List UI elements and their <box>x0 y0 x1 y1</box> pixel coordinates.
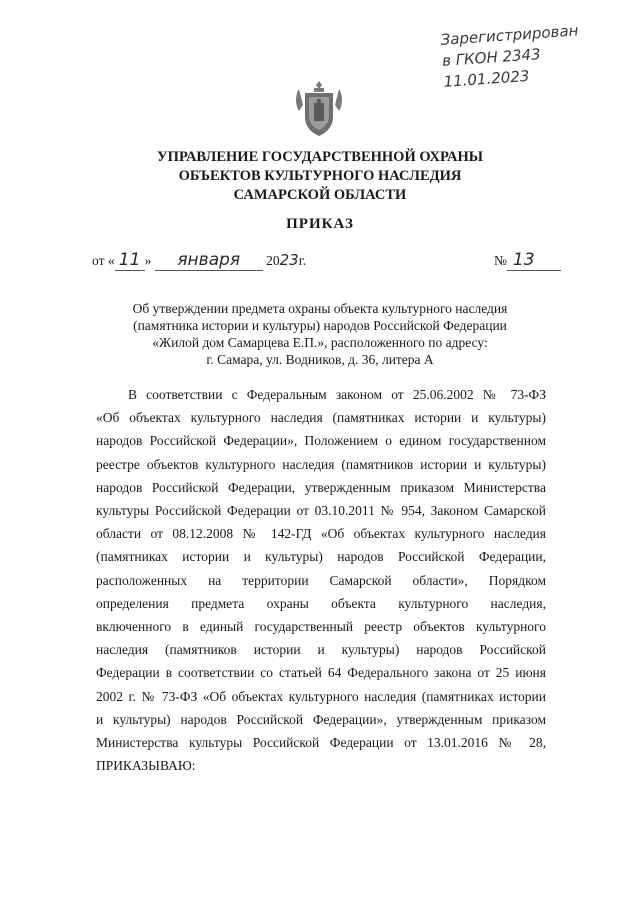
body-line: наследия (памятников истории и культуры) народов Российской <box>96 642 546 658</box>
date-year-prefix: 20 <box>266 253 280 268</box>
agency-name <box>0 148 640 205</box>
number-prefix: № <box>494 253 507 268</box>
body-line: 2002 г. № 73-ФЗ «Об объектах культурного наследия (памятниках истории <box>96 688 546 704</box>
body-line: и культуры) народов Российской Федерации», утвержденным приказом <box>96 711 546 727</box>
agency-name-line: УПРАВЛЕНИЕ ГОСУДАРСТВЕННОЙ ОХРАНЫ <box>157 149 483 165</box>
date-mid: » <box>144 253 152 268</box>
body-line: культуры Российской Федерации от 03.10.2011 № 954, Законом Самарской <box>96 503 546 519</box>
date-year-end: г. <box>298 253 307 268</box>
registration-note-line: в ГКОН 2343 <box>441 45 542 70</box>
body-line: «Об объектах культурного наследия (памятниках истории и культуры) <box>96 410 546 426</box>
agency-name-line: САМАРСКОЙ ОБЛАСТИ <box>233 187 407 203</box>
body-line: (памятниках истории и культуры) народов Российской Федерации, <box>96 549 546 565</box>
date-month-handwritten: января <box>155 250 263 271</box>
body-line: включенного в единый государственный реестр объектов культурного <box>96 619 546 635</box>
registration-note-line: 11.01.2023 <box>442 66 530 91</box>
body-line: Министерства культуры Российской Федерации от 13.01.2016 № 28, <box>96 735 546 751</box>
body-line: определения предмета охраны объекта культурного наследия, <box>96 595 546 611</box>
subject-line: (памятника истории и культуры) народов Российской Федерации <box>133 318 507 333</box>
subject-line: Об утверждении предмета охраны объекта культурного наследия <box>132 301 508 316</box>
date-prefix: от « <box>92 253 115 268</box>
registration-note-line: Зарегистрирован <box>440 21 579 49</box>
order-subject <box>100 300 540 368</box>
agency-name-line: ОБЪЕКТОВ КУЛЬТУРНОГО НАСЛЕДИЯ <box>178 168 462 184</box>
coat-of-arms-icon <box>293 75 345 141</box>
body-line: народов Российской Федерации, утвержденным приказом Министерства <box>96 479 546 495</box>
body-line: расположенных на территории Самарской области», Порядком <box>96 572 546 588</box>
number-handwritten: 13 <box>507 250 561 271</box>
body-line: области от 08.12.2008 № 142-ГД «Об объектах культурного наследия <box>96 526 546 542</box>
order-body <box>96 383 546 777</box>
document-type-title: ПРИКАЗ <box>286 216 354 232</box>
body-line: народов Российской Федерации», Положением о едином государственном <box>96 433 546 449</box>
body-line-closing: ПРИКАЗЫВАЮ: <box>96 758 196 774</box>
date-day-handwritten: 11 <box>115 250 145 271</box>
body-line: Федерации в соответствии со статьей 64 Федерального закона от 25 июня <box>96 665 546 681</box>
order-number <box>494 250 561 271</box>
date-year-handwritten: 23 <box>279 251 299 269</box>
subject-line: «Жилой дом Самарцева Е.П.», расположенного по адресу: <box>152 335 488 350</box>
body-line: реестре объектов культурного наследия (памятников истории и культуры) <box>96 456 546 472</box>
body-line: В соответствии с Федеральным законом от 25.06.2002 № 73-ФЗ <box>128 387 546 402</box>
registration-handwritten-note <box>440 17 624 92</box>
subject-line: г. Самара, ул. Водников, д. 36, литера А <box>206 352 434 367</box>
order-date <box>92 250 306 271</box>
